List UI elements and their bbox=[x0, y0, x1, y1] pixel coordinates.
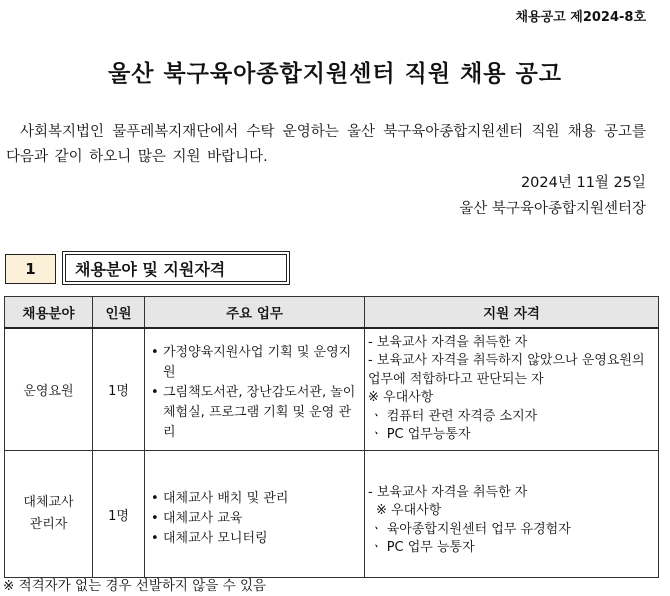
qualification-item: - 보육교사 자격을 취득한 자 bbox=[368, 334, 528, 350]
table-row bbox=[5, 328, 659, 451]
section-number-box: 1 bbox=[5, 254, 56, 284]
preference-item: ㆍ PC 업무능통자 bbox=[370, 427, 471, 443]
header-duties: 주요 업무 bbox=[145, 297, 365, 328]
footnote: ※ 적격자가 없는 경우 선발하지 않을 수 있음 bbox=[3, 578, 267, 594]
duty-item: • 그림책도서관, 장난감도서관, 놀이체험실, 프로그램 기획 및 운영 관리 bbox=[150, 383, 363, 443]
announcement-signer: 울산 북구육아종합지원센터장 bbox=[459, 201, 646, 217]
qualifications-cell bbox=[365, 328, 659, 451]
count-cell: 1명 bbox=[93, 328, 145, 451]
duty-item: • 대체교사 배치 및 관리 bbox=[150, 489, 363, 509]
section-title-box: 채용분야 및 지원자격 bbox=[62, 251, 290, 285]
count-cell: 1명 bbox=[93, 451, 145, 578]
preference-label: ※ 우대사항 bbox=[376, 503, 442, 518]
table-header-row bbox=[5, 297, 659, 328]
recruitment-table bbox=[4, 296, 659, 578]
preference-item: ㆍ 육아종합지원센터 업무 유경험자 bbox=[370, 521, 571, 537]
duty-item: • 가정양육지원사업 기획 및 운영지원 bbox=[150, 343, 363, 383]
header-field: 채용분야 bbox=[5, 297, 93, 328]
duties-cell bbox=[145, 328, 365, 451]
announcement-date: 2024년 11월 25일 bbox=[520, 175, 646, 191]
header-qualifications: 지원 자격 bbox=[365, 297, 659, 328]
intro-paragraph: 사회복지법인 물푸레복지재단에서 수탁 운영하는 울산 북구육아종합지원센터 직원 채용 공고를 다음과 같이 하오니 많은 지원 바랍니다. bbox=[6, 124, 646, 165]
field-label: 대체교사 관리자 bbox=[23, 495, 74, 532]
duty-item: • 대체교사 교육 bbox=[150, 509, 363, 529]
preference-item: ㆍ PC 업무 능통자 bbox=[370, 540, 475, 555]
qualification-item: - 보육교사 자격을 취득한 자 bbox=[368, 484, 528, 500]
header-count: 인원 bbox=[93, 297, 145, 328]
preference-item: ㆍ 컴퓨터 관련 자격증 소지자 bbox=[370, 408, 538, 424]
qualifications-cell bbox=[365, 451, 659, 578]
page-title: 울산 북구육아종합지원센터 직원 채용 공고 bbox=[108, 61, 562, 87]
table-row bbox=[5, 451, 659, 578]
duty-item: • 대체교사 모니터링 bbox=[150, 529, 363, 549]
field-cell bbox=[5, 451, 93, 578]
preference-label: ※ 우대사항 bbox=[368, 390, 434, 406]
notice-number: 채용공고 제2024-8호 bbox=[515, 10, 646, 25]
qualification-item: - 보육교사 자격을 취득하지 않았으나 운영요원의 업무에 적합하다고 판단되는 자 bbox=[368, 353, 645, 387]
field-cell: 운영요원 bbox=[5, 328, 93, 451]
duties-cell bbox=[145, 451, 365, 578]
